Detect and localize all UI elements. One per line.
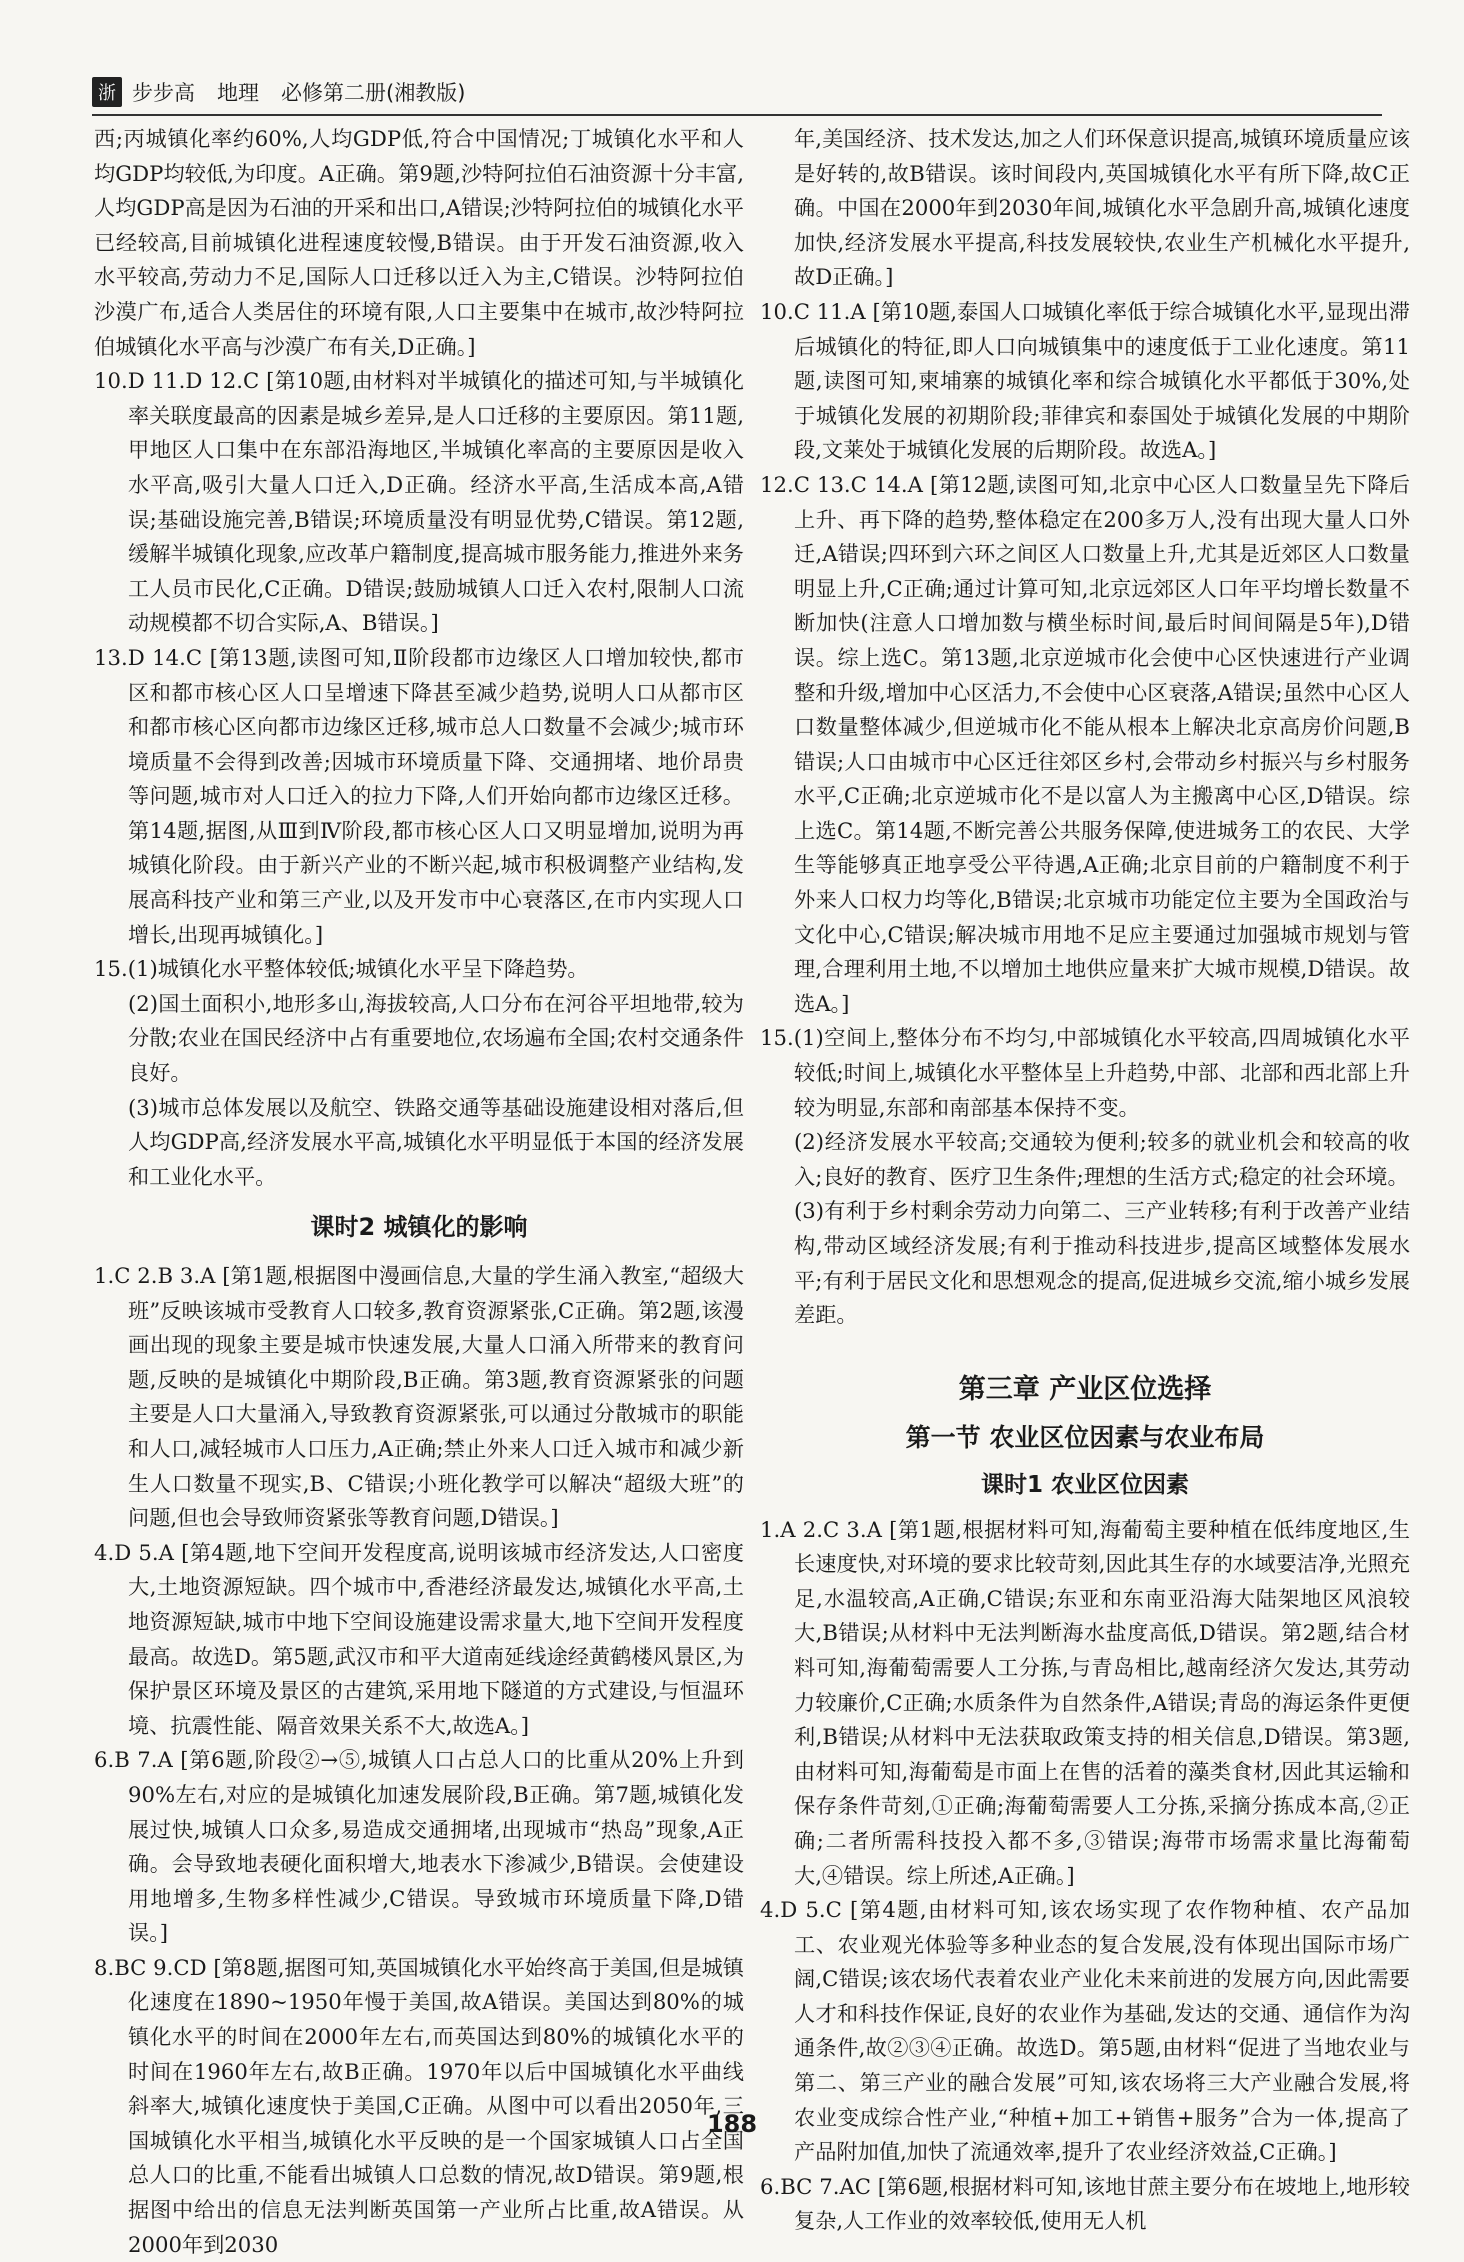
answer-15-2: (2)经济发展水平较高;交通较为便利;较多的就业机会和较高的收入;良好的教育、医疗卫生条件;理想的生活方式;稳定的社会环境。 <box>794 1129 1410 1189</box>
book-title: 必修第二册(湘教版) <box>281 81 466 105</box>
answer-12-14: 12.C 13.C 14.A [第12题,读图可知,北京中心区人口数量呈先下降后上升、再下降的趋势,整体稳定在200多万人,没有出现大量人口外迁,A错误;四环到六环之间区人口数量上升,尤其是近郊区人口数量明显上升,C正确;通过计算可知,北京远郊区人口年平均增长数量不断加快(注意人口增加数与横坐标时间,最后时间间隔是5年),D错误。综上选C。第13题,北京逆城市化会使中心区快速进行产业调整和升级,增加中心区活力,不会使中心区衰落,A错误;虽然中心区人口数量整体减少,但逆城市化不能从根本上解决北京高房价问题,B错误;人口由城市中心区迁往郊区乡村,会带动乡村振兴与乡村服务水平,C正确;北京逆城市化不是以富人为主搬离中心区,D错误。综上选C。第14题,不断完善公共服务保障,使进城务工的农民、大学生等能够真正地享受公平待遇,A正确;北京目前的户籍制度不利于外来人口权力均等化,B错误;北京城市功能定位主要为全国政治与文化中心,C错误;解决城市用地不足应主要通过加强城市规划与管理,合理利用土地,不以增加土地供应量来扩大城市规模,D错误。故选A。] <box>760 471 1410 1016</box>
answer-4-5: 4.D 5.A [第4题,地下空间开发程度高,说明该城市经济发达,人口密度大,土地资源短缺。四个城市中,香港经济最发达,城镇化水平高,土地资源短缺,城市中地下空间设施建设需求量大,地下空间开发程度最高。故选D。第5题,武汉市和平大道南延线途经黄鹤楼风景区,为保护景区环境及景区的古建筑,采用地下隧道的方式建设,与恒温环境、抗震性能、隔音效果关系不大,故选A。] <box>94 1539 745 1738</box>
answer-15-1: 15.(1)空间上,整体分布不均匀,中部城镇化水平较高,四周城镇化水平较低;时间上,城镇化水平整体呈上升趋势,中部、北部和西北部上升较为明显,东部和南部基本保持不变。 <box>760 1025 1410 1120</box>
answer-1-3: 1.A 2.C 3.A [第1题,根据材料可知,海葡萄主要种植在低纬度地区,生长速度快,对环境的要求比较苛刻,因此其生存的水域要洁净,光照充足,水温较高,A正确,C错误;东亚和东南亚沿海大陆架地区风浪较大,B错误;从材料中无法判断海水盐度高低,D错误。第2题,结合材料可知,海葡萄需要人工分拣,与青岛相比,越南经济欠发达,其劳动力较廉价,C正确;水质条件为自然条件,A错误;青岛的海运条件更便利,B错误;从材料中无法获取政策支持的相关信息,D错误。第3题,由材料可知,海葡萄是市面上在售的活着的藻类食材,因此其运输和保存条件苛刻,①正确;海葡萄需要人工分拣,采摘分拣成本高,②正确;二者所需科技投入都不多,③错误;海带市场需求量比海葡萄大,④错误。综上所述,A正确。] <box>760 1516 1410 1888</box>
answer-4-5: 4.D 5.C [第4题,由材料可知,该农场实现了农作物种植、农产品加工、农业观光体验等多种业态的复合发展,没有体现出国际市场广阔,C错误;该农场代表着农业产业化未来前进的发展方向,因此需要人才和科技作保证,良好的农业作为基础,发达的交通、通信作为沟通条件,故②③④正确。故选D。第5题,由材料“促进了当地农业与第二、第三产业的融合发展”可知,该农场将三大产业融合发展,将农业变成综合性产业,“种植+加工+销售+服务”合为一体,提高了产品附加值,加快了流通效率,提升了农业经济效益,C正确。] <box>760 1897 1410 2165</box>
answer-1-3: 1.C 2.B 3.A [第1题,根据图中漫画信息,大量的学生涌入教室,“超级大班”反映该城市受教育人口较多,教育资源紧张,C正确。第2题,该漫画出现的现象主要是城市快速发展,大量人口涌入所带来的教育问题,反映的是城镇化中期阶段,B正确。第3题,教育资源紧张的问题主要是人口大量涌入,导致教育资源紧张,可以通过分散城市的职能和人口,减轻城市人口压力,A正确;禁止外来人口迁入城市和减少新生人口数量不现实,B、C错误;小班化教学可以解决“超级大班”的问题,但也会导致师资紧张等教育问题,D错误。] <box>94 1263 744 1531</box>
answer-13-14: 13.D 14.C [第13题,读图可知,Ⅱ阶段都市边缘区人口增加较快,都市区和都市核心区人口呈增速下降甚至减少趋势,说明人口从都市区和都市核心区向都市边缘区迁移,城市总人口数量不会减少;城市环境质量不会得到改善;因城市环境质量下降、交通拥堵、地价昂贵等问题,城市对人口迁入的拉力下降,人们开始向都市边缘区迁移。第14题,据图,从Ⅲ到Ⅳ阶段,都市核心区人口又明显增加,说明为再城镇化阶段。由于新兴产业的不断兴起,城市积极调整产业结构,发展高科技产业和第三产业,以及开发市中心衰落区,在市内实现人口增长,出现再城镇化。] <box>94 644 744 947</box>
page-number: 188 <box>706 2110 758 2138</box>
answer-8-9: 8.BC 9.CD [第8题,据图可知,英国城镇化水平始终高于美国,但是城镇化速度在1890~1950年慢于美国,故A错误。美国达到80%的城镇化水平的时间在2000年左右,而英国达到80%的城镇化水平的时间在1960年左右,故B正确。1970年以后中国城镇化水平曲线斜率大,城镇化速度快于美国,C正确。从图中可以看出2050年,三国城镇化水平相当,城镇化水平反映的是一个国家城镇人口占全国总人口的比重,不能看出城镇人口总数的情况,故D错误。第9题,根据图中给出的信息无法判断英国第一产业所占比重,故A错误。从2000年到2030 <box>94 1954 744 2257</box>
answer-10-12: 10.D 11.D 12.C [第10题,由材料对半城镇化的描述可知,与半城镇化率关联度最高的因素是城乡差异,是人口迁移的主要原因。第11题,甲地区人口集中在东部沿海地区,半城镇化率高的主要原因是收入水平高,吸引大量人口迁入,D正确。经济水平高,生活成本高,A错误;基础设施完善,B错误;环境质量没有明显优势,C错误。第12题,缓解半城镇化现象,应改革户籍制度,提高城市服务能力,推进外来务工人员市民化,C正确。D错误;鼓励城镇人口迁入农村,限制人口流动规模都不切合实际,A、B错误。] <box>94 368 744 636</box>
right-column <box>760 122 1410 2239</box>
answer-continuation: 年,美国经济、技术发达,加之人们环保意识提高,城镇环境质量应该是好转的,故B错误。该时间段内,英国城镇化水平有所下降,故C正确。中国在2000年到2030年间,城镇化水平急剧升高,城镇化速度加快,经济发展水平提高,科技发展较快,农业生产机械化水平提升,故D正确。] <box>794 126 1410 290</box>
answer-15-3: (3)有利于乡村剩余劳动力向第二、三产业转移;有利于改善产业结构,带动区域经济发展;有利于推动科技进步,提高区域整体发展水平;有利于居民文化和思想观念的提高,促进城乡交流,缩小城乡发展差距。 <box>794 1198 1410 1328</box>
answer-15-3: (3)城市总体发展以及航空、铁路交通等基础设施建设相对落后,但人均GDP高,经济发展水平高,城镇化水平明显低于本国的经济发展和工业化水平。 <box>128 1094 744 1189</box>
answer-6-7: 6.BC 7.AC [第6题,根据材料可知,该地甘蔗主要分布在坡地上,地形较复杂,人工作业的效率较低,使用无人机 <box>760 2173 1410 2234</box>
left-column <box>94 122 744 2262</box>
answer-6-7: 6.B 7.A [第6题,阶段②→⑤,城镇人口占总人口的比重从20%上升到90%左右,对应的是城镇化加速发展阶段,B正确。第7题,城镇化发展过快,城镇人口众多,易造成交通拥堵,出现城市“热岛”现象,A正确。会导致地表硬化面积增大,地表水下渗减少,B错误。会使建设用地增多,生物多样性减少,C错误。导致城市环境质量下降,D错误。] <box>94 1747 744 1946</box>
running-header <box>92 70 1382 116</box>
chapter-heading: 第三章 产业区位选择 <box>958 1373 1212 1405</box>
series-title: 步步高 <box>132 81 195 105</box>
section-heading: 第一节 农业区位因素与农业布局 <box>905 1423 1265 1453</box>
answer-continuation: 西;丙城镇化率约60%,人均GDP低,符合中国情况;丁城镇化水平和人均GDP均较低,为印度。A正确。第9题,沙特阿拉伯石油资源十分丰富,人均GDP高是因为石油的开采和出口,A错误;沙特阿拉伯的城镇化水平已经较高,目前城镇化进程速度较慢,B错误。由于开发石油资源,收入水平较高,劳动力不足,国际人口迁移以迁入为主,C错误。沙特阿拉伯沙漠广布,适合人类居住的环境有限,人口主要集中在城市,故沙特阿拉伯城镇化水平高与沙漠广布有关,D正确。] <box>94 126 744 359</box>
lesson-heading: 课时2 城镇化的影响 <box>310 1213 528 1242</box>
subject-title: 地理 <box>217 81 259 105</box>
answer-10-11: 10.C 11.A [第10题,泰国人口城镇化率低于综合城镇化水平,显现出滞后城镇化的特征,即人口向城镇集中的速度低于工业化速度。第11题,读图可知,柬埔寨的城镇化率和综合城镇化水平都低于30%,处于城镇化发展的初期阶段;菲律宾和泰国处于城镇化发展的中期阶段,文莱处于城镇化发展的后期阶段。故选A。] <box>760 298 1410 463</box>
answer-15-1: 15.(1)城镇化水平整体较低;城镇化水平呈下降趋势。 <box>94 956 589 982</box>
province-badge: 浙 <box>92 77 122 107</box>
lesson-heading: 课时1 农业区位因素 <box>980 1471 1189 1498</box>
answer-15-2: (2)国土面积小,地形多山,海拔较高,人口分布在河谷平坦地带,较为分散;农业在国民经济中占有重要地位,农场遍布全国;农村交通条件良好。 <box>128 990 744 1086</box>
